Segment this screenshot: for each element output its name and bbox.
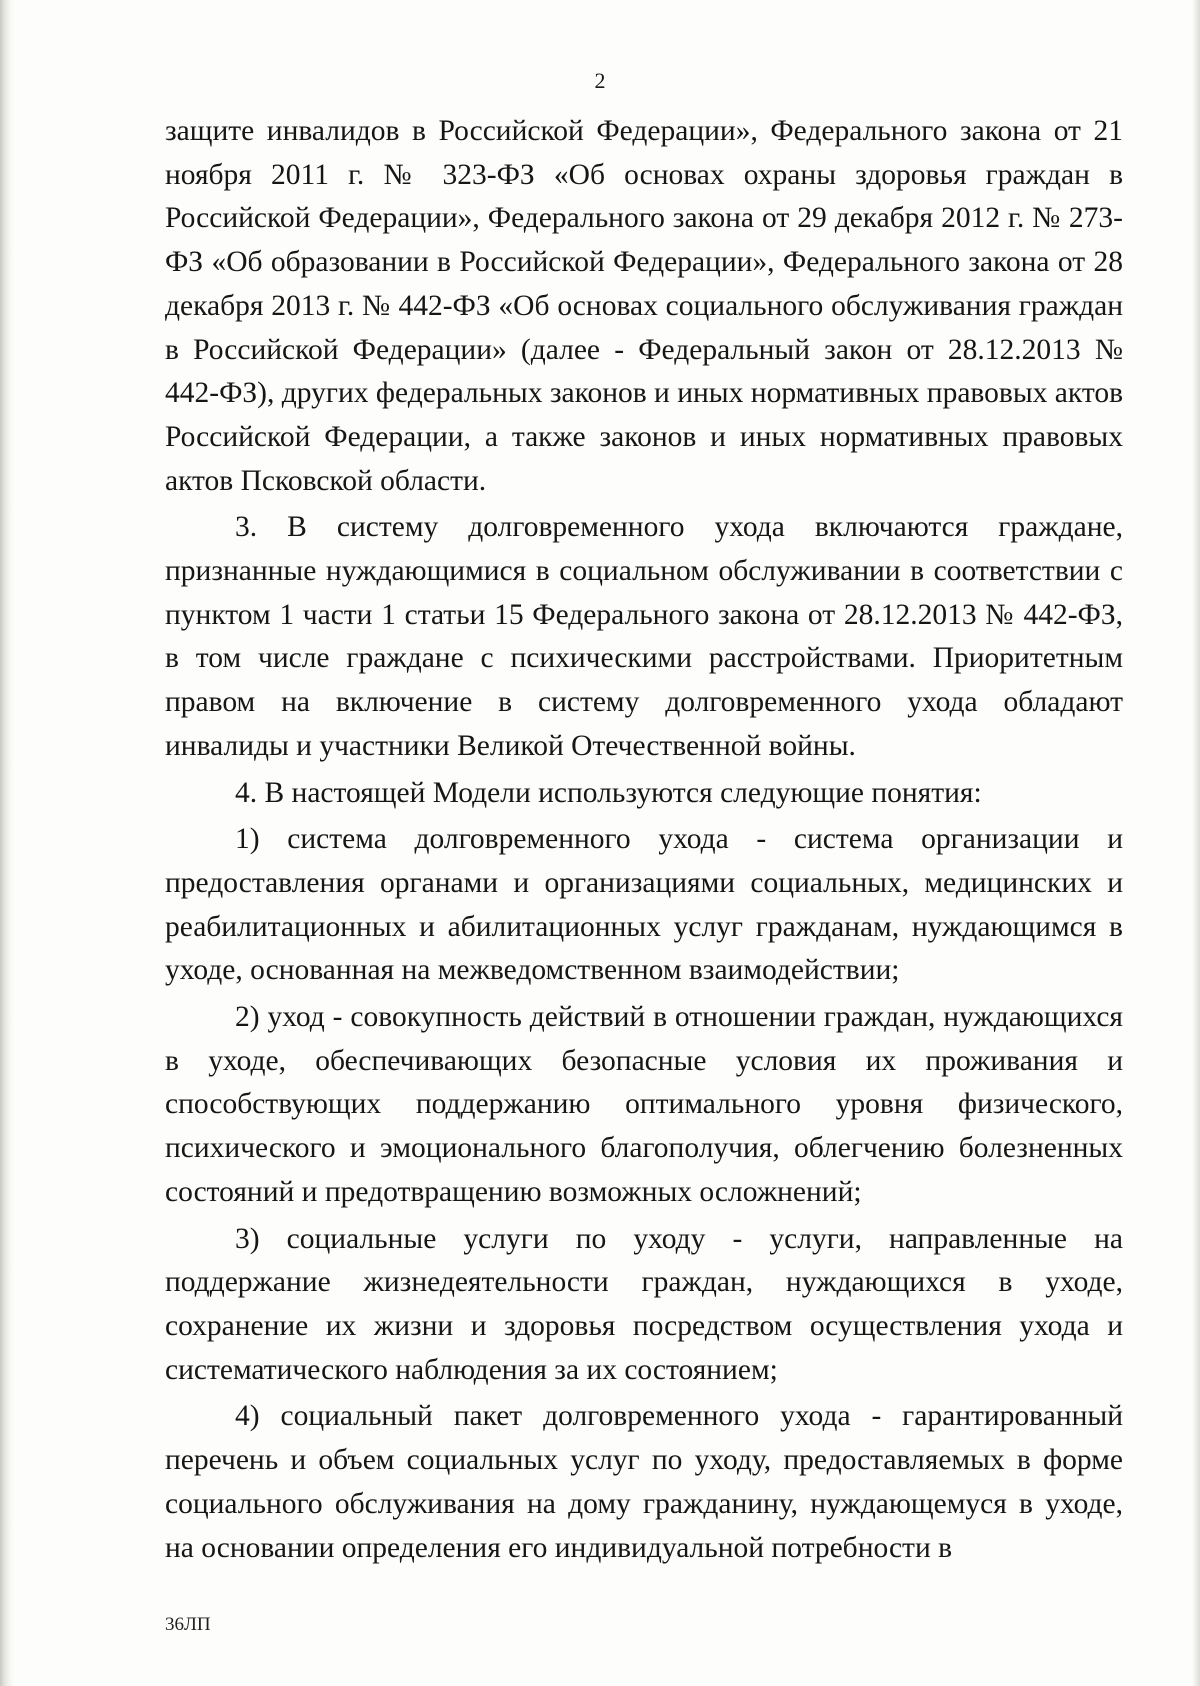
definition-1: 1) система долговременного ухода - система организации и предоставления органами и организациями социальных, медицинских и реабилитационных и абилитационных услуг гражданам, нуждающимся в уходе, основанная на межведомственном взаимодействии; (165, 823, 1123, 987)
footer-document-code: 36ЛП (165, 1614, 211, 1635)
paragraph-item-4: 4. В настоящей Модели используются следующие понятия: (235, 776, 982, 809)
paragraph-continuation: защите инвалидов в Российской Федерации», Федерального закона от 21 ноября 2011 г. № 323-ФЗ «Об основах охраны здоровья граждан в Российской Федерации», Федерального закона от 29 декабря 2012 г. № 273-ФЗ «Об образовании в Российской Федерации», Федерального закона от 28 декабря 2013 г. № 442-ФЗ «Об основах социального обслуживания граждан в Российской Федерации» (далее - Федеральный закон от 28.12.2013 № 442-ФЗ), других федеральных законов и иных нормативных правовых актов Российской Федерации, а также законов и иных нормативных правовых актов Псковской области. (165, 115, 1123, 497)
scan-shadow-right (1192, 0, 1200, 1686)
paragraph-item-3: 3. В систему долговременного ухода включаются граждане, признанные нуждающимися в социальном обслуживании в соответствии с пунктом 1 части 1 статьи 15 Федерального закона от 28.12.2013 № 442-ФЗ, в том числе граждане с психическими расстройствами. Приоритетным правом на включение в систему долговременного ухода обладают инвалиды и участники Великой Отечественной войны. (165, 511, 1123, 762)
scan-shadow-left (0, 0, 14, 1686)
definition-2: 2) уход - совокупность действий в отношении граждан, нуждающихся в уходе, обеспечивающих безопасные условия их проживания и способствующих поддержанию оптимального уровня физического, психического и эмоционального благополучия, облегчению болезненных состояний и предотвращению возможных осложнений; (165, 1001, 1123, 1208)
definition-4: 4) социальный пакет долговременного ухода - гарантированный перечень и объем социальных услуг по уходу, предоставляемых в форме социального обслуживания на дому гражданину, нуждающемуся в уходе, на основании определения его индивидуальной потребности в (165, 1400, 1123, 1564)
definition-3: 3) социальные услуги по уходу - услуги, направленные на поддержание жизнедеятельности граждан, нуждающихся в уходе, сохранение их жизни и здоровья посредством осуществления ухода и систематического наблюдения за их состоянием; (165, 1222, 1123, 1386)
document-body (165, 110, 1123, 1570)
page-number: 2 (594, 68, 606, 93)
